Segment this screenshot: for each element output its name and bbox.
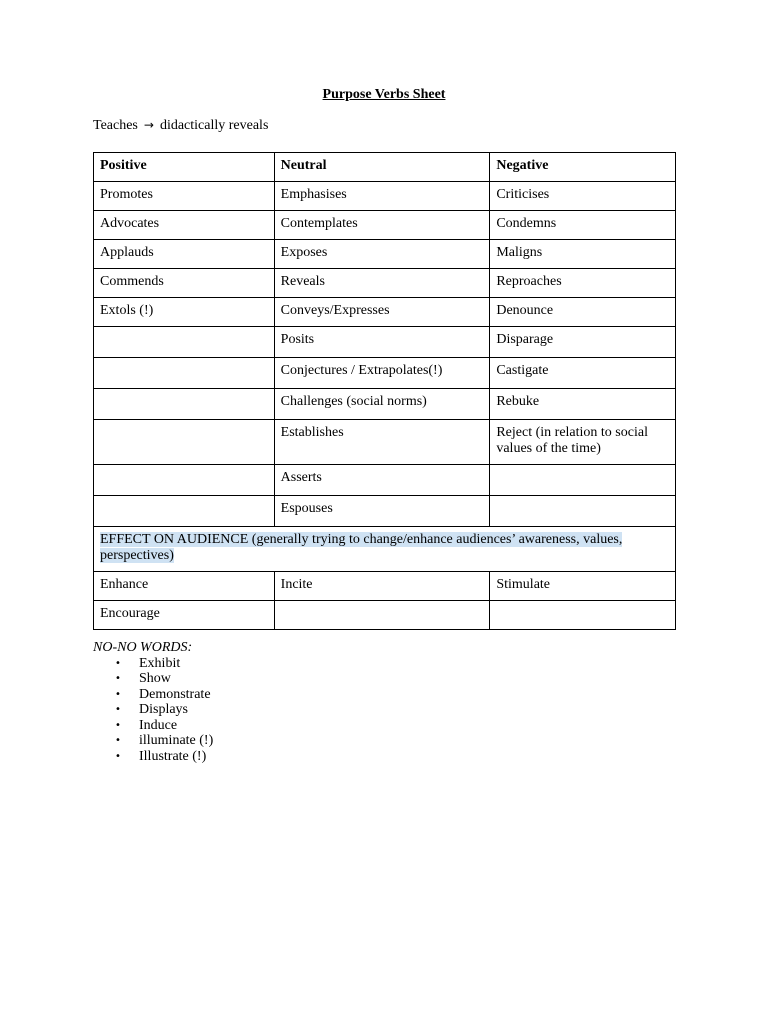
list-item-text: Induce [139,717,178,733]
table-row [94,327,676,358]
list-item [115,733,214,749]
bullet-icon: • [115,704,121,715]
no-no-words-list [93,656,213,765]
table-cell: Enhance [94,572,275,601]
table-cell: Incite [274,572,490,601]
intro-right: didactically reveals [159,118,269,133]
intro-left: Teaches [93,118,138,133]
table-cell [94,496,275,527]
table-cell: Exposes [274,240,490,269]
table-header-row [94,153,676,182]
bullet-icon: • [115,719,121,731]
bullet-icon: • [115,657,121,669]
table-row [94,420,676,465]
table-row [94,572,676,601]
table-cell [94,465,275,496]
table-cell: Maligns [490,240,676,269]
table-cell: Espouses [274,496,490,527]
intro-line [93,118,268,134]
table-row [94,358,676,389]
bullet-icon: • [115,673,121,684]
table-cell: Denounce [490,298,676,327]
page-title: Purpose Verbs Sheet [322,87,446,102]
header-positive: Positive [94,153,275,182]
list-item [115,748,213,765]
table-row [94,182,676,211]
list-item [115,702,213,718]
table-cell [94,389,275,420]
no-no-words-section [93,640,213,764]
list-item-text: Exhibit [139,655,181,671]
table-row [94,465,676,496]
verbs-table [93,152,676,630]
table-row [94,269,676,298]
table-row [94,601,676,630]
list-item-text: illuminate (!) [139,733,214,748]
bullet-icon: • [115,735,121,746]
table-cell: Commends [94,269,275,298]
header-neutral: Neutral [274,153,490,182]
table-cell: Applauds [94,240,275,269]
table-cell: Emphasises [274,182,490,211]
table-row [94,389,676,420]
table-cell [274,601,490,630]
list-item [115,686,213,703]
table-cell: Stimulate [490,572,676,601]
table-cell [94,420,275,465]
no-no-words-heading: NO-NO WORDS: [93,640,193,655]
table-row [94,211,676,240]
table-cell [490,496,676,527]
table-cell [490,601,676,630]
effect-heading-cell [94,527,676,572]
list-item-text: Demonstrate [139,686,211,702]
bullet-icon: • [115,750,121,762]
table-cell: Disparage [490,327,676,358]
effect-heading: EFFECT ON AUDIENCE (generally trying to change/enhance audiences’ awareness, values, perspectives) [100,532,623,563]
effect-heading-row [94,527,676,572]
table-row [94,496,676,527]
table-cell: Conveys/Expresses [274,298,490,327]
table-cell: Contemplates [274,211,490,240]
right-arrow-icon: → [143,118,154,132]
table-cell: Castigate [490,358,676,389]
table-cell: Promotes [94,182,275,211]
table-cell: Challenges (social norms) [274,389,490,420]
list-item [115,655,213,672]
list-item [115,717,213,734]
table-cell: Criticises [490,182,676,211]
list-item [115,671,213,687]
table-cell [490,465,676,496]
bullet-icon: • [115,688,121,700]
table-cell: Encourage [94,601,275,630]
table-cell: Establishes [274,420,490,465]
table-cell [94,358,275,389]
table-cell: Advocates [94,211,275,240]
table-cell: Rebuke [490,389,676,420]
header-negative: Negative [490,153,676,182]
table-cell: Posits [274,327,490,358]
table-cell: Asserts [274,465,490,496]
table-row [94,298,676,327]
list-item-text: Show [139,671,171,686]
table-row [94,240,676,269]
table-cell [94,327,275,358]
table-cell: Conjectures / Extrapolates(!) [274,358,490,389]
table-cell: Reject (in relation to social values of the time) [490,420,676,465]
table-cell: Reproaches [490,269,676,298]
list-item-text: Displays [139,702,188,717]
table-cell: Reveals [274,269,490,298]
table-cell: Condemns [490,211,676,240]
table-cell: Extols (!) [94,298,275,327]
list-item-text: Illustrate (!) [139,748,207,764]
